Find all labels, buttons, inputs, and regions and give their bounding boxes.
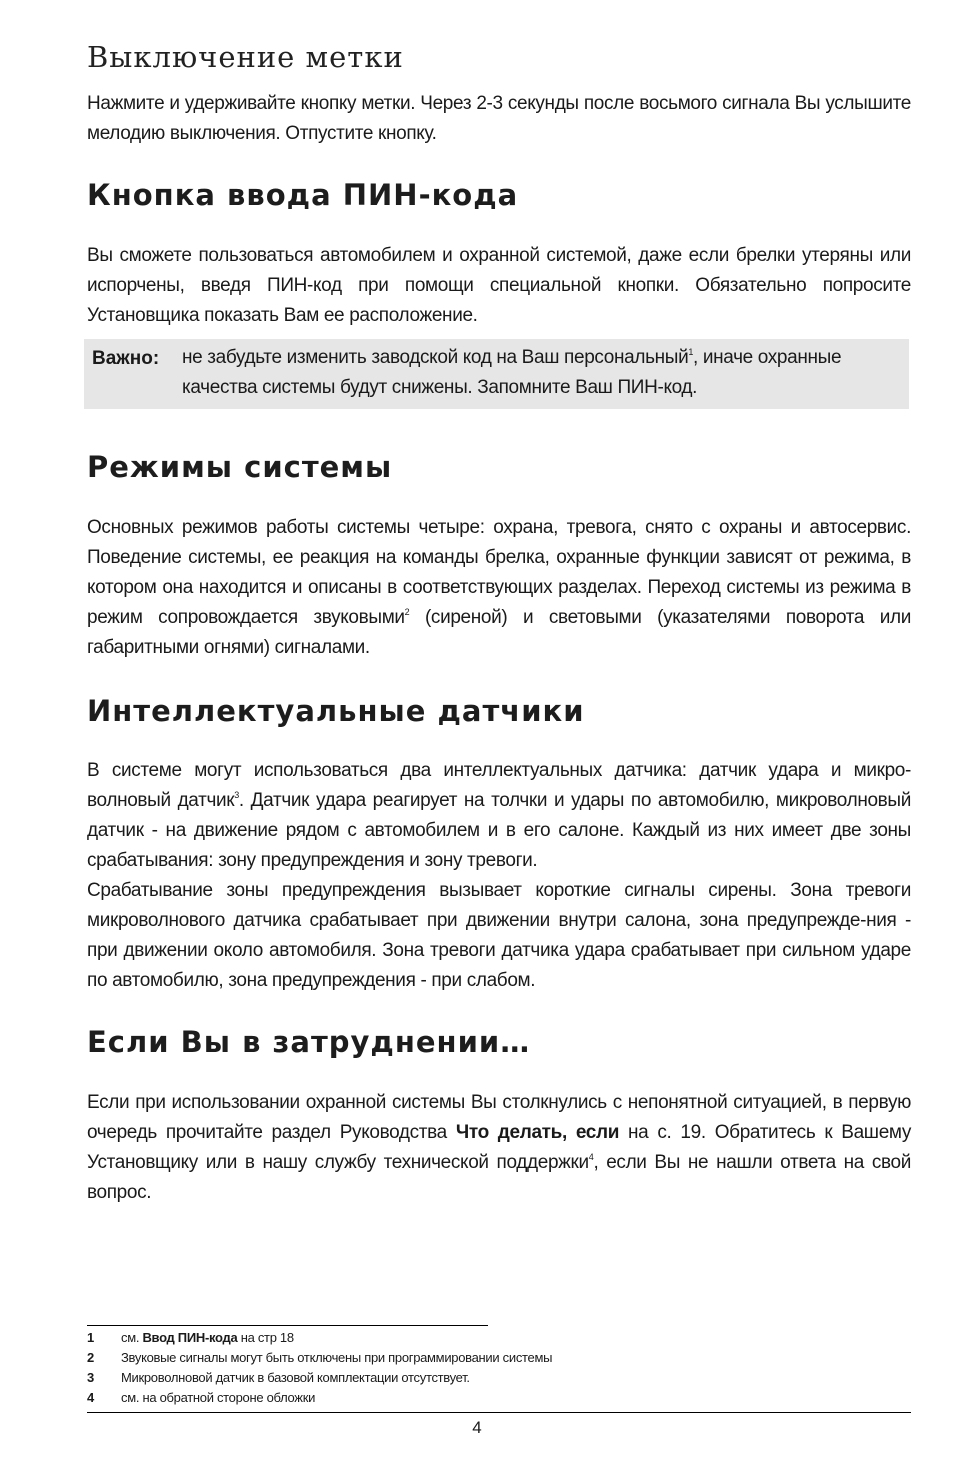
footnote-ref-1: 1 [688, 347, 694, 357]
paragraph-sensor-zones: Срабатывание зоны предупреждения вызывает короткие сигналы сирены. Зона тревоги микроволнового датчика срабатывает при движении внутри салона, зона предупрежде-ния - при движении около автомобиля. Зона тревоги датчика удара срабатывает при сильном ударе по автомобилю, зона предупреждения - при слабом. [87, 880, 911, 991]
footnote-ref-3: 3 [234, 790, 239, 800]
paragraph-pin-button: Вы сможете пользоваться автомобилем и охранной системой, даже если брелки утеряны или испорчены, введя ПИН-код при помощи специальной кнопки. Обязательно попросите Установщика показать Вам ее расположение. [87, 245, 911, 326]
note-text: не забудьте изменить заводской код на Ваш персональный$^1$, иначе охранные качества системы будут снижены. Запомните Ваш ПИН-код. [182, 347, 842, 398]
footnote-ref-4: 4 [588, 1152, 594, 1162]
cross-reference: Что делать, если [455, 1122, 620, 1143]
heading-in-trouble: Если Вы в затруднении… [87, 1025, 531, 1059]
footnote-ref-2: 2 [404, 607, 410, 617]
footnotes [87, 1328, 787, 1408]
heading-pin-button: Кнопка ввода ПИН-кода [87, 178, 519, 212]
important-note [84, 339, 909, 409]
footnote-item: 1 см. Ввод ПИН-кода на стр 18 [87, 1330, 294, 1345]
page-number: 4 [472, 1418, 482, 1437]
heading-smart-sensors: Интеллектуальные датчики [87, 694, 585, 728]
paragraph-in-trouble: Если при использовании охранной системы Вы столкнулись с непонятной ситуацией, в первую очередь прочитайте раздел Руководства Что делать, если на с. 19. Обратитесь к Вашему Установщику или в нашу службу технической поддержки$^4$, если Вы не нашли ответа на свой вопрос. [87, 1092, 912, 1203]
paragraph-system-modes: Основных режимов работы системы четыре: охрана, тревога, снято с охраны и автосервис. Поведение системы, ее реакция на команды брелка, охранные функции зависят от режима, в котором она находится и описаны в соответствующих разделах. Переход системы из режима в режим сопровождается звуковыми$^2$ (сиреной) и световыми (указателями поворота или габаритными огнями) сигналами. [87, 517, 911, 658]
heading-tag-off: Выключение метки [87, 40, 404, 74]
footnote-item: 3 Микроволновой датчик в базовой комплектации отсутствует. [87, 1370, 470, 1385]
page-footer-rule [87, 1412, 911, 1413]
footnote-item: 2 Звуковые сигналы могут быть отключены при программировании системы [87, 1350, 553, 1365]
footnote-divider [87, 1325, 488, 1326]
paragraph-tag-off: Нажмите и удерживайте кнопку метки. Через 2-3 секунды после восьмого сигнала Вы услышите мелодию выключения. Отпустите кнопку. [87, 93, 911, 144]
note-label: Важно: [92, 348, 160, 369]
paragraph-smart-sensors: В системе могут использоваться два интеллектуальных датчика: датчик удара и микро-волновый датчик$^3$. Датчик удара реагирует на толчки и удары по автомобилю, микроволновый датчик - на движение рядом с автомобилем и в его салоне. Каждый из них имеет две зоны срабатывания: зону предупреждения и зону тревоги. [87, 760, 912, 871]
footnote-item: 4 см. на обратной стороне обложки [87, 1390, 316, 1405]
heading-system-modes: Режимы системы [87, 450, 393, 484]
